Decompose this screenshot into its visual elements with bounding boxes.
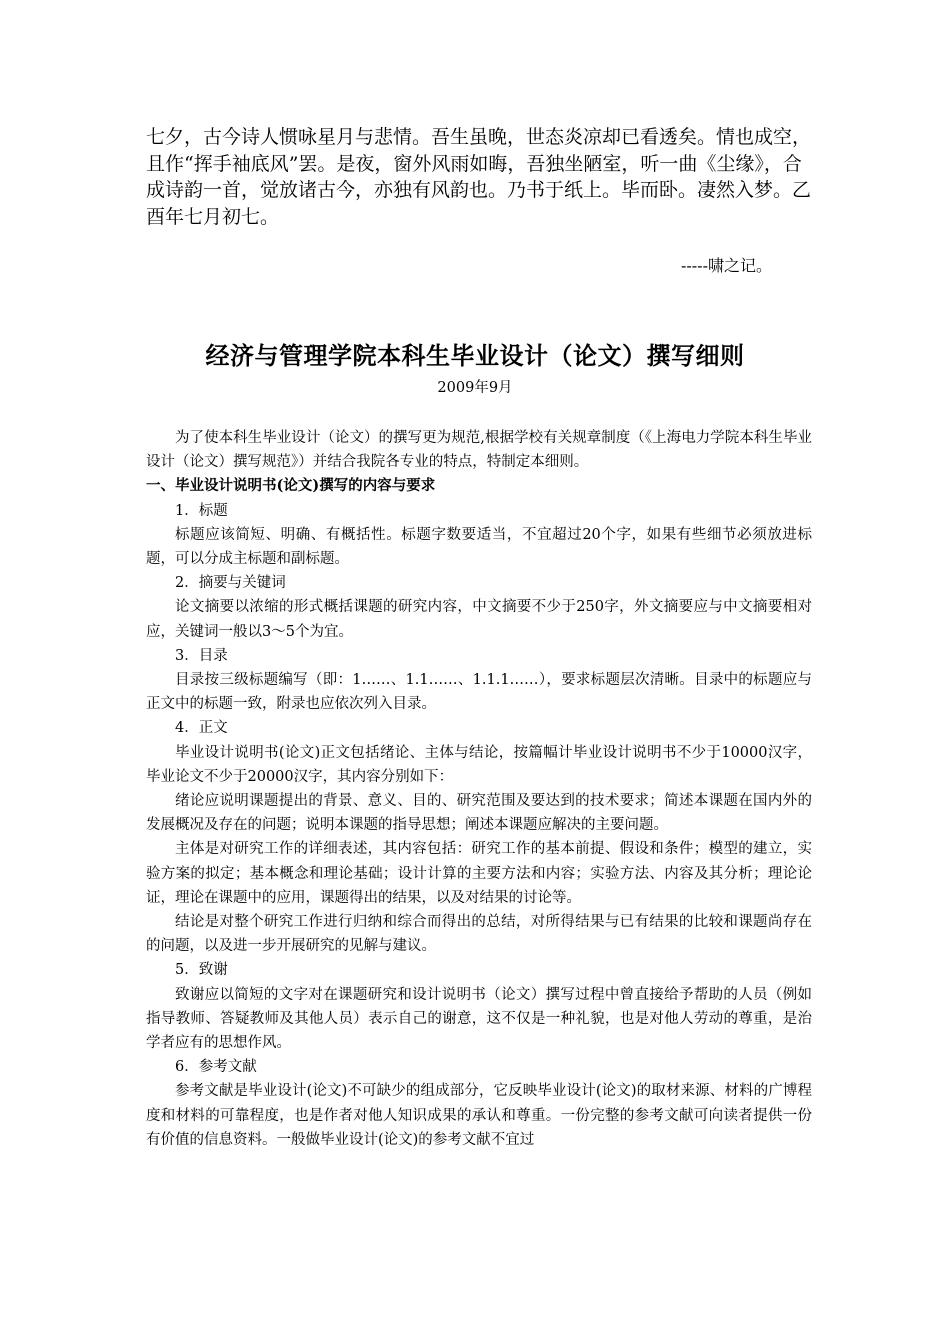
intro-signature: -----啸之记。 <box>680 256 772 275</box>
item-paragraph: 标题应该简短、明确、有概括性。标题字数要适当，不宜超过20个字，如果有些细节必须放进标题，可以分成主标题和副标题。 <box>146 526 812 568</box>
item-heading-toc: 3．目录 <box>175 647 228 664</box>
item-heading-references: 6．参考文献 <box>175 1059 257 1076</box>
item-paragraph: 参考文献是毕业设计(论文)不可缺少的组成部分，它反映毕业设计(论文)的取材来源、材料的广博程度和材料的可靠程度，也是作者对他人知识成果的承认和尊重。一份完整的参考文献可向读者提供一份有价值的信息资料。一般做毕业设计(论文)的参考文献不宜过 <box>146 1083 812 1148</box>
item-heading-acknowledgement: 5．致谢 <box>175 962 228 979</box>
item-heading-title: 1．标题 <box>175 502 228 519</box>
item-paragraph: 结论是对整个研究工作进行归纳和综合而得出的总结，对所得结果与已有结果的比较和课题尚存在的问题，以及进一步开展研究的见解与建议。 <box>146 914 812 955</box>
intro-section <box>146 124 812 230</box>
document-body <box>146 426 812 1152</box>
item-paragraph: 主体是对研究工作的详细表述，其内容包括：研究工作的基本前提、假设和条件；模型的建立，实验方案的拟定；基本概念和理论基础；设计计算的主要方法和内容；实验方法、内容及其分析；理论论证，理论在课题中的应用，课题得出的结果，以及对结果的讨论等。 <box>146 841 812 906</box>
item-paragraph: 论文摘要以浓缩的形式概括课题的研究内容，中文摘要不少于250字，外文摘要应与中文摘要相对应，关键词一般以3～5个为宜。 <box>146 599 812 640</box>
item-paragraph: 毕业设计说明书(论文)正文包括绪论、主体与结论，按篇幅计毕业设计说明书不少于10000汉字，毕业论文不少于20000汉字，其内容分别如下： <box>146 744 812 785</box>
preface-paragraph: 为了使本科生毕业设计（论文）的撰写更为规范,根据学校有关规章制度（《上海电力学院本科生毕业设计（论文）撰写规范》）并结合我院各专业的特点，特制定本细则。 <box>146 430 812 471</box>
intro-paragraph: 七夕，古今诗人惯咏星月与悲情。吾生虽晚，世态炎凉却已看透矣。情也成空，且作“挥手袖底风”罢。是夜，窗外风雨如晦，吾独坐陋室，听一曲《尘缘》，合成诗韵一首，觉放诸古今，亦独有风韵也。乃书于纸上。毕而卧。凄然入梦。乙酉年七月初七。 <box>146 126 812 228</box>
item-heading-abstract: 2．摘要与关键词 <box>175 575 286 592</box>
document-title: 经济与管理学院本科生毕业设计（论文）撰写细则 <box>205 341 745 370</box>
section-heading: 一、毕业设计说明书(论文)撰写的内容与要求 <box>146 477 436 495</box>
item-paragraph: 致谢应以简短的文字对在课题研究和设计说明书（论文）撰写过程中曾直接给予帮助的人员（例如指导教师、答疑教师及其他人员）表示自己的谢意，这不仅是一种礼貌，也是对他人劳动的尊重，是治学者应有的思想作风。 <box>146 986 812 1052</box>
item-paragraph: 绪论应说明课题提出的背景、意义、目的、研究范围及要达到的技术要求；简述本课题在国内外的发展概况及存在的问题；说明本课题的指导思想；阐述本课题应解决的主要问题。 <box>146 793 812 834</box>
document-date: 2009年9月 <box>437 380 513 396</box>
item-paragraph: 目录按三级标题编写（即：1……、1.1……、1.1.1……），要求标题层次清晰。目录中的标题应与正文中的标题一致，附录也应依次列入目录。 <box>146 672 812 713</box>
item-heading-main-text: 4．正文 <box>175 720 228 737</box>
